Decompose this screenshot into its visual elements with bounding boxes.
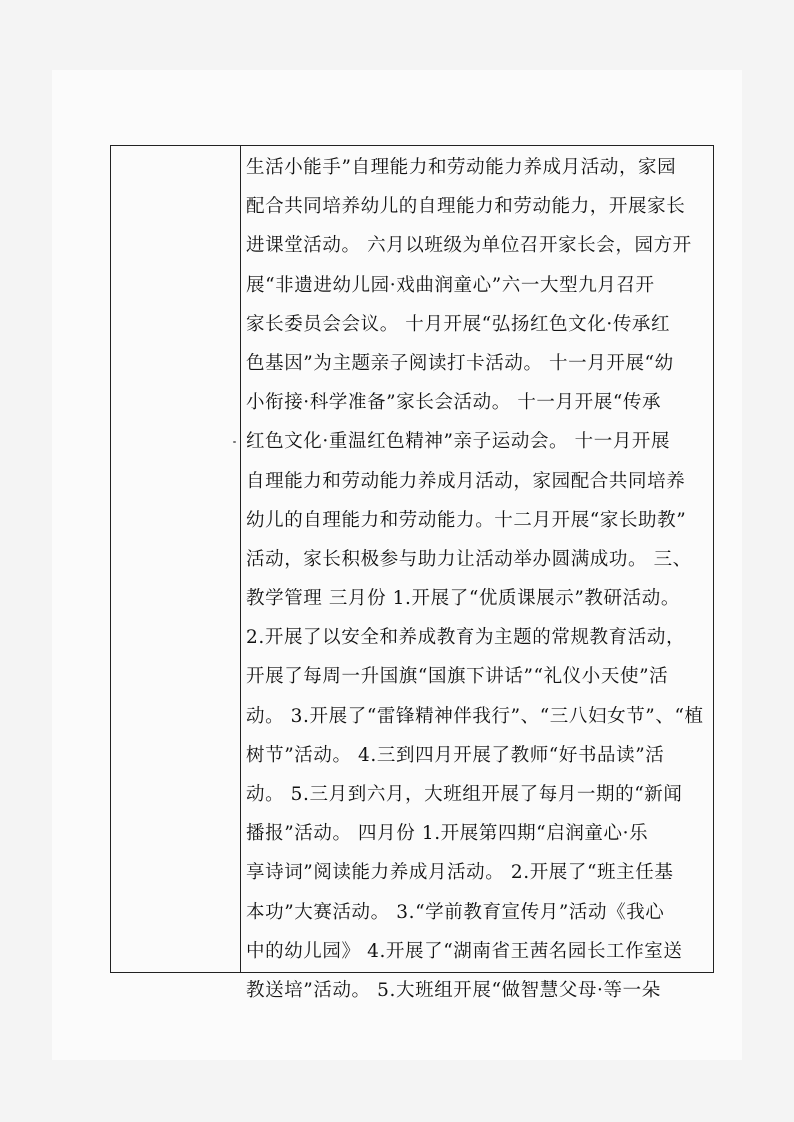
text-line: 开展了每周一升国旗“国旗下讲话”“礼仪小天使”活 [246,666,669,688]
text-line: 红色文化·重温红色精神”亲子运动会。 十一月开展 [246,431,671,453]
text-line: 配合共同培养幼儿的自理能力和劳动能力，开展家长 [246,196,686,218]
text-line: 教送培”活动。 5.大班组开展“做智慧父母·等一朵 [246,979,661,1001]
text-line: 活动，家长积极参与助力让活动举办圆满成功。 三、 [246,548,692,570]
text-line: 播报”活动。 四月份 1.开展第四期“启润童心·乐 [246,823,649,845]
column-divider [240,146,241,972]
text-line: 生活小能手”自理能力和劳动能力养成月活动，家园 [246,157,677,178]
text-line: 小衔接·科学准备”家长会活动。 十一月开展“传承 [246,392,662,414]
text-line: 幼儿的自理能力和劳动能力。十二月开展“家长助教” [246,509,687,531]
text-line: 家长委员会会议。 十月开展“弘扬红色文化·传承红 [246,313,671,335]
text-line: 动。 5.三月到六月，大班组开展了每月一期的“新闻 [246,784,683,805]
table-content-cell [246,148,706,1010]
text-line: 动。 3.开展了“雷锋精神伴我行”、“三八妇女节”、“植 [246,705,704,727]
text-line: 本功”大赛活动。 3.“学前教育宣传月”活动《我心 [246,901,665,923]
text-line: 树节”活动。 4.三到四月开展了教师“好书品读”活 [246,744,665,766]
text-line: 色基因”为主题亲子阅读打卡活动。 十一月开展“幼 [246,352,674,374]
text-line: 享诗词”阅读能力养成月活动。 2.开展了“班主任基 [246,862,674,884]
text-line: 2.开展了以安全和养成教育为主题的常规教育活动， [246,627,686,649]
text-line: 进课堂活动。 六月以班级为单位召开家长会，园方开 [246,235,692,257]
report-table [110,145,714,1001]
scan-speck [233,441,236,443]
text-line: 中的幼儿园》 4.开展了“湖南省王茜名园长工作室送 [246,940,683,962]
text-line: 展“非遗进幼儿园·戏曲润童心”六一大型九月召开 [246,274,655,296]
text-line: 自理能力和劳动能力养成月活动，家园配合共同培养 [246,470,686,492]
text-line: 教学管理 三月份 1.开展了“优质课展示”教研活动。 [246,588,680,610]
